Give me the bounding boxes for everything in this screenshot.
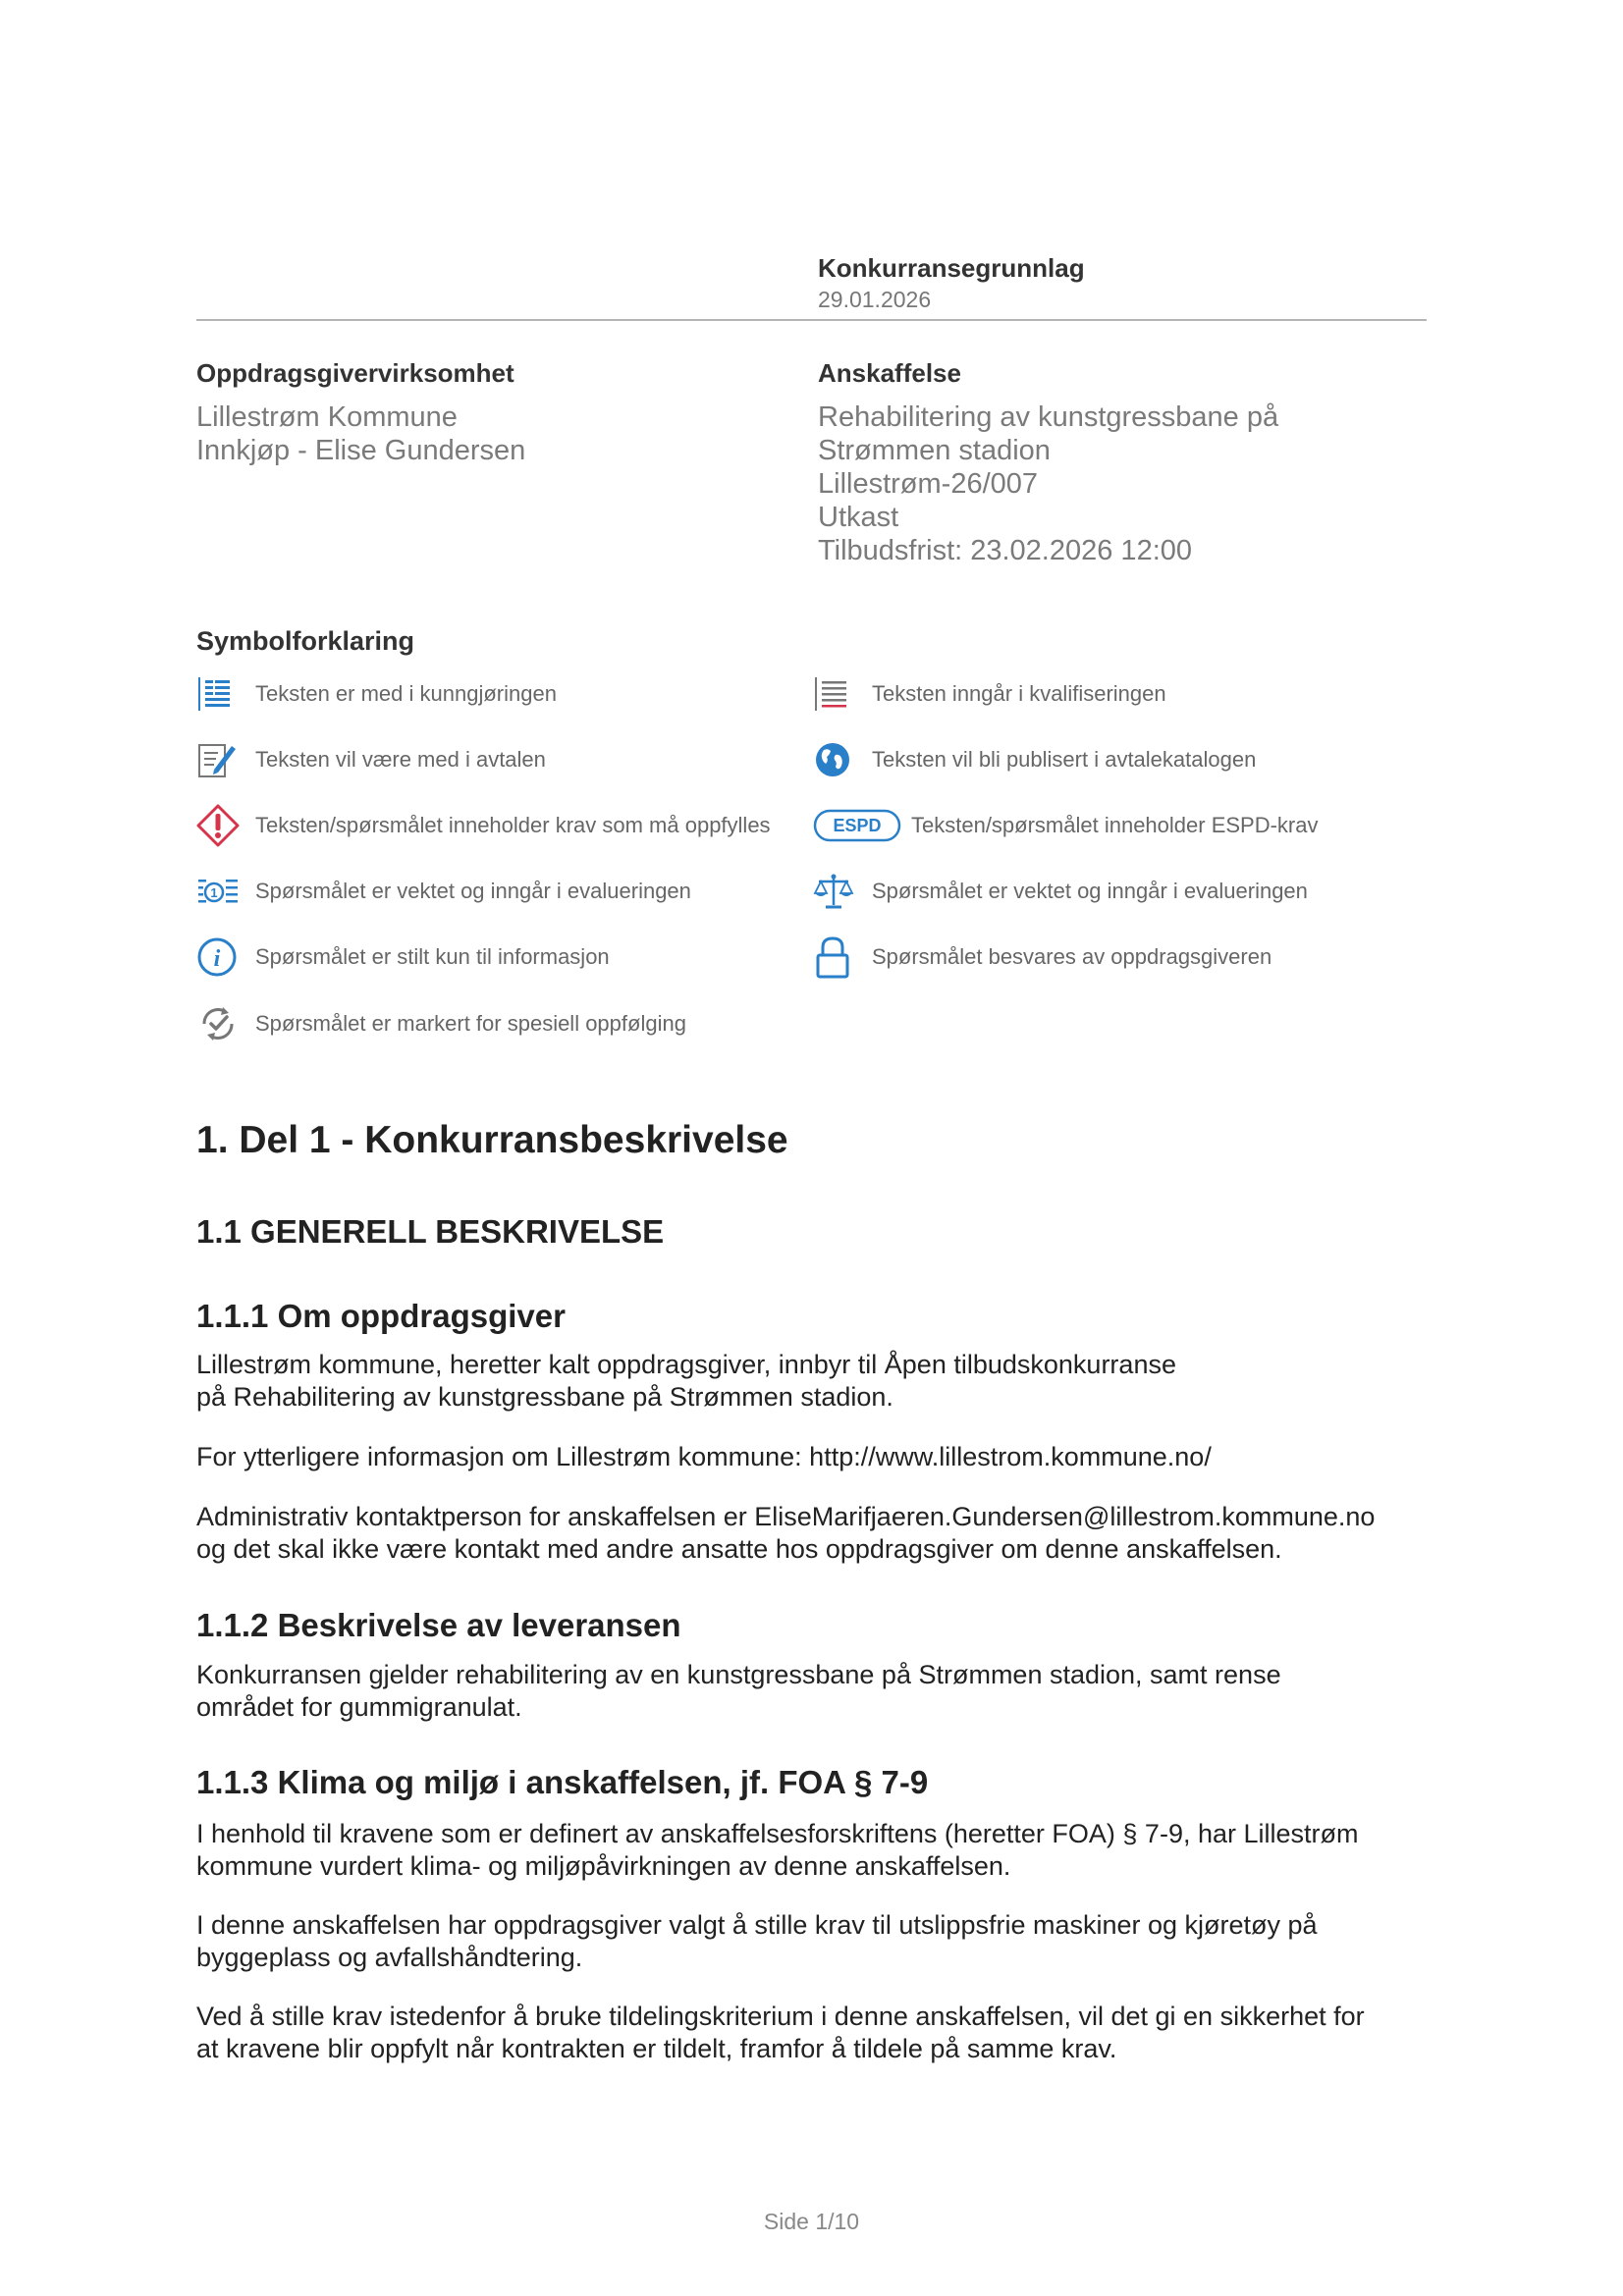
qualification-icon	[813, 672, 860, 716]
document-type: Konkurransegrunnlag	[818, 253, 1085, 283]
buyer-name: Lillestrøm Kommune	[196, 401, 458, 433]
legend-text: Spørsmålet er vektet og inngår i evalueringen	[872, 879, 1308, 903]
subsection-heading: 1.1.2 Beskrivelse av leveransen	[196, 1607, 681, 1643]
contract-icon	[196, 738, 243, 781]
warning-icon	[196, 804, 243, 847]
espd-label: ESPD	[833, 816, 882, 835]
legend-text: Teksten vil være med i avtalen	[255, 747, 546, 772]
svg-text:1: 1	[210, 885, 218, 900]
header-divider	[196, 319, 1427, 321]
legend-item-espd	[813, 804, 1319, 847]
announcement-icon	[196, 672, 243, 716]
legend-item-contract	[196, 738, 546, 781]
paragraph: I denne anskaffelsen har oppdragsgiver valgt å stille krav til utslippsfrie maskiner og kjøretøy på byggeplass og avfallshåndtering.	[196, 1910, 1318, 1972]
document-date: 29.01.2026	[818, 287, 932, 312]
legend-text: Teksten/spørsmålet inneholder ESPD-krav	[911, 813, 1319, 837]
legend-item-announcement	[196, 672, 557, 716]
subsection-heading: 1.1.1 Om oppdragsgiver	[196, 1298, 566, 1334]
buyer-contact: Innkjøp - Elise Gundersen	[196, 435, 526, 466]
legend-item-weighted	[196, 870, 691, 913]
globe-icon	[813, 738, 860, 781]
svg-text:i: i	[213, 946, 221, 972]
procurement-status: Utkast	[818, 502, 899, 533]
lock-icon	[813, 935, 860, 979]
legend-text: Spørsmålet besvares av oppdragsgiveren	[872, 944, 1272, 969]
buyer-info	[196, 400, 525, 467]
paragraph: Administrativ kontaktperson for anskaffelsen er EliseMarifjaeren.Gundersen@lillestrom.kommune.no og det skal ikke være kontakt med andre ansatte hos oppdragsgiver om denne anskaffelsen.	[196, 1502, 1376, 1564]
legend-item-qualification	[813, 672, 1166, 716]
subsection-heading: 1.1.3 Klima og miljø i anskaffelsen, jf. FOA § 7-9	[196, 1764, 929, 1800]
procurement-name-line2: Strømmen stadion	[818, 435, 1051, 466]
follow-up-icon	[196, 1002, 243, 1045]
paragraph: Ved å stille krav istedenfor å bruke tildelingskriterium i denne anskaffelsen, vil det gi en sikkerhet for at kravene blir oppfylt når kontrakten er tildelt, framfor å tildele på samme krav.	[196, 2002, 1365, 2063]
procurement-info	[818, 400, 1278, 567]
espd-icon	[813, 804, 903, 847]
legend-item-lock	[813, 935, 1271, 979]
buyer-label: Oppdragsgivervirksomhet	[196, 358, 514, 388]
legend-item-requirement	[196, 804, 771, 847]
procurement-name-line1: Rehabilitering av kunstgressbane på	[818, 401, 1279, 433]
legend-text: Teksten er med i kunngjøringen	[255, 681, 557, 706]
scale-icon	[813, 870, 860, 913]
legend-text: Spørsmålet er vektet og inngår i evalueringen	[255, 879, 691, 903]
section-heading: 1.1 GENERELL BESKRIVELSE	[196, 1213, 665, 1250]
weighted-list-icon	[196, 870, 243, 913]
legend-item-catalogue	[813, 738, 1256, 781]
part-heading: 1. Del 1 - Konkurransbeskrivelse	[196, 1119, 788, 1161]
legend-title: Symbolforklaring	[196, 626, 415, 656]
procurement-label: Anskaffelse	[818, 358, 961, 388]
paragraph: I henhold til kravene som er definert av anskaffelsesforskriftens (heretter FOA) § 7-9, har Lillestrøm kommune vurdert klima- og miljøpåvirkningen av denne anskaffelsen.	[196, 1819, 1359, 1881]
procurement-deadline: Tilbudsfrist: 23.02.2026 12:00	[818, 535, 1193, 566]
legend-item-scale	[813, 870, 1308, 913]
legend-item-follow-up	[196, 1002, 686, 1045]
page-number: Side 1/10	[763, 2209, 860, 2234]
paragraph: Konkurransen gjelder rehabilitering av en kunstgressbane på Strømmen stadion, samt rense området for gummigranulat.	[196, 1660, 1281, 1722]
procurement-reference: Lillestrøm-26/007	[818, 468, 1039, 500]
legend-text: Teksten/spørsmålet inneholder krav som må oppfylles	[255, 813, 771, 837]
legend-item-info	[196, 935, 610, 979]
legend-text: Teksten vil bli publisert i avtalekatalogen	[872, 747, 1257, 772]
paragraph: Lillestrøm kommune, heretter kalt oppdragsgiver, innbyr til Åpen tilbudskonkurranse på Rehabilitering av kunstgressbane på Strømmen stadion.	[196, 1350, 1176, 1412]
legend-text: Teksten inngår i kvalifiseringen	[872, 681, 1166, 706]
legend-text: Spørsmålet er markert for spesiell oppfølging	[255, 1011, 686, 1036]
legend-text: Spørsmålet er stilt kun til informasjon	[255, 944, 610, 969]
paragraph: For ytterligere informasjon om Lillestrøm kommune: http://www.lillestrom.kommune.no/	[196, 1442, 1212, 1471]
info-icon	[196, 935, 243, 979]
